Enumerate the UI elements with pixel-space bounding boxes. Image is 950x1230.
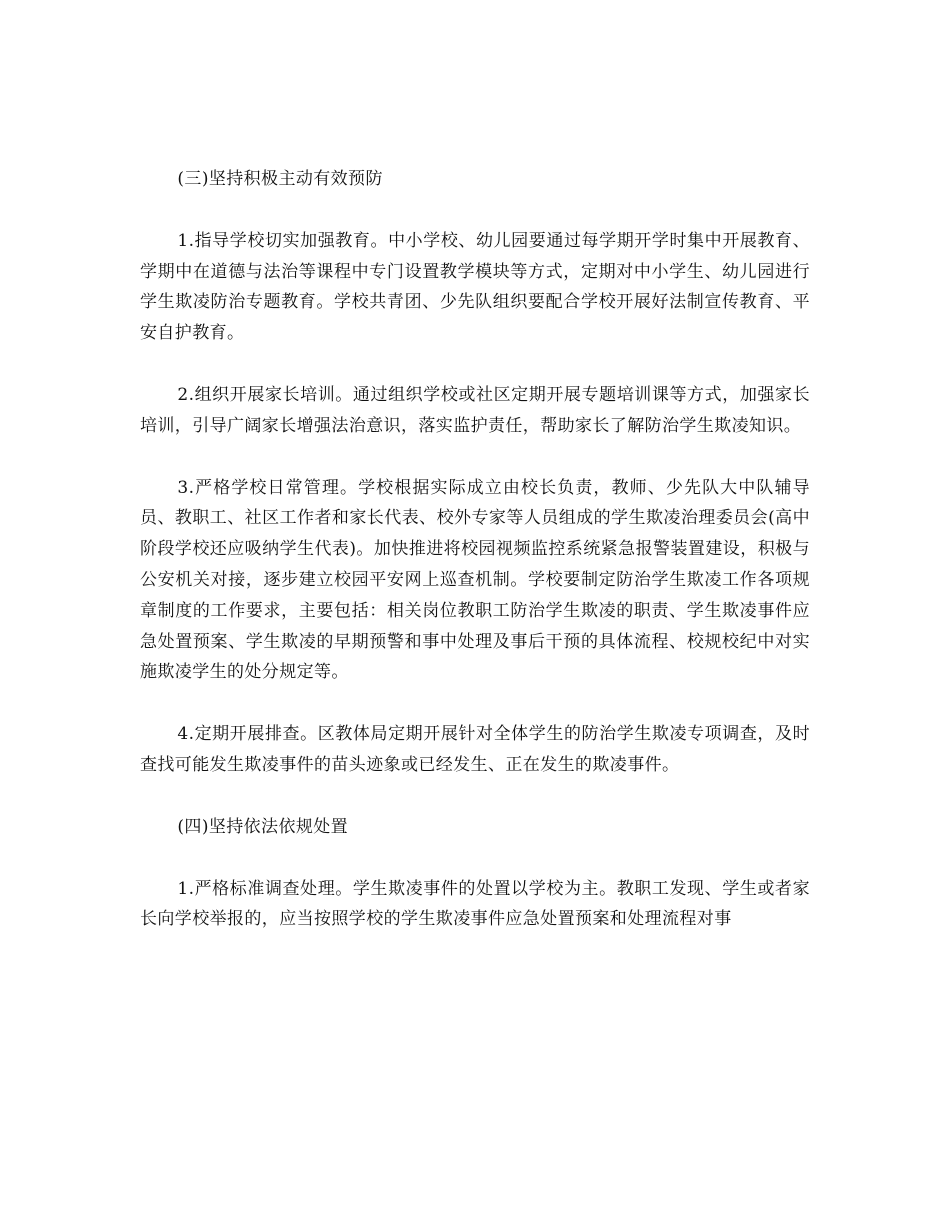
section-heading-3: (三)坚持积极主动有效预防	[177, 169, 383, 189]
paragraph-inspection: 4.定期开展排查。区教体局定期开展针对全体学生的防治学生欺凌专项调查，及时查找可能发生欺凌事件的苗头迹象或已经发生、正在发生的欺凌事件。	[140, 724, 810, 775]
section-heading-4: (四)坚持依法依规处置	[177, 816, 349, 837]
paragraph-education: 1.指导学校切实加强教育。中小学校、幼儿园要通过每学期开学时集中开展教育、学期中在道德与法治等课程中专门设置教学模块等方式，定期对中小学生、幼儿园进行学生欺凌防治专题教育。学校共青团、少先队组织要配合学校开展好法制宣传教育、平安自护教育。	[140, 230, 810, 344]
paragraph-parent-training: 2.组织开展家长培训。通过组织学校或社区定期开展专题培训课等方式，加强家长培训，引导广阔家长增强法治意识，落实监护责任，帮助家长了解防治学生欺凌知识。	[140, 384, 810, 436]
paragraph-daily-management: 3.严格学校日常管理。学校根据实际成立由校长负责，教师、少先队大中队辅导员、教职工、社区工作者和家长代表、校外专家等人员组成的学生欺凌治理委员会(高中阶段学校还应吸纳学生代表)。加快推进将校园视频监控系统紧急报警装置建设，积极与公安机关对接，逐步建立校园平安网上巡查机制。学校要制定防治学生欺凌工作各项规章制度的工作要求，主要包括：相关岗位教职工防治学生欺凌的职责、学生欺凌事件应急处置预案、学生欺凌的早期预警和事中处理及事后干预的具体流程、校规校纪中对实施欺凌学生的处分规定等。	[140, 477, 810, 683]
document-body	[140, 164, 810, 966]
paragraph-investigation: 1.严格标准调查处理。学生欺凌事件的处置以学校为主。教职工发现、学生或者家长向学校举报的，应当按照学校的学生欺凌事件应急处置预案和处理流程对事	[140, 878, 810, 930]
